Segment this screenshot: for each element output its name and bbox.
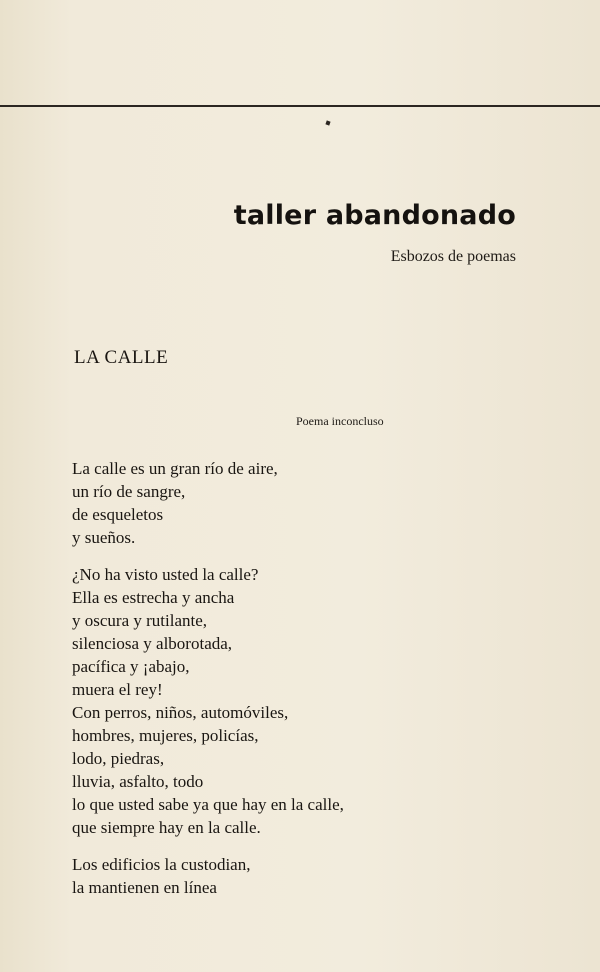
poem-line: pacífica y ¡abajo, <box>72 657 190 676</box>
poem-line: ¿No ha visto usted la calle? <box>72 565 259 584</box>
poem-line: de esqueletos <box>72 505 164 524</box>
poem-stanza-3 <box>72 853 250 899</box>
poem-line: lo que usted sabe ya que hay en la calle, <box>72 795 344 814</box>
poem-line: silenciosa y alborotada, <box>72 634 233 653</box>
poem-line: lodo, piedras, <box>72 749 165 768</box>
poem-line: La calle es un gran río de aire, <box>72 459 278 478</box>
section-subtitle: Esbozos de poemas <box>390 248 516 265</box>
poem-line: lluvia, asfalto, todo <box>72 772 204 791</box>
poem-line: Con perros, niños, automóviles, <box>72 703 289 722</box>
poem-note: Poema inconcluso <box>296 414 384 428</box>
poem-line: hombres, mujeres, policías, <box>72 726 259 745</box>
poem-line: Los edificios la custodian, <box>72 855 251 874</box>
header-rule <box>0 105 600 107</box>
poem-stanza-1 <box>72 457 278 549</box>
poem-line: y oscura y rutilante, <box>72 611 208 630</box>
poem-line: y sueños. <box>72 528 136 547</box>
ink-speck <box>325 120 330 125</box>
poem-line: Ella es estrecha y ancha <box>72 588 235 607</box>
poem-line: la mantienen en línea <box>72 878 217 897</box>
poem-line: un río de sangre, <box>72 482 186 501</box>
poem-title: LA CALLE <box>74 347 169 368</box>
section-title: taller abandonado <box>233 200 516 231</box>
poem-line: muera el rey! <box>72 680 163 699</box>
poem-line: que siempre hay en la calle. <box>72 818 261 837</box>
poem-stanza-2 <box>72 563 344 839</box>
